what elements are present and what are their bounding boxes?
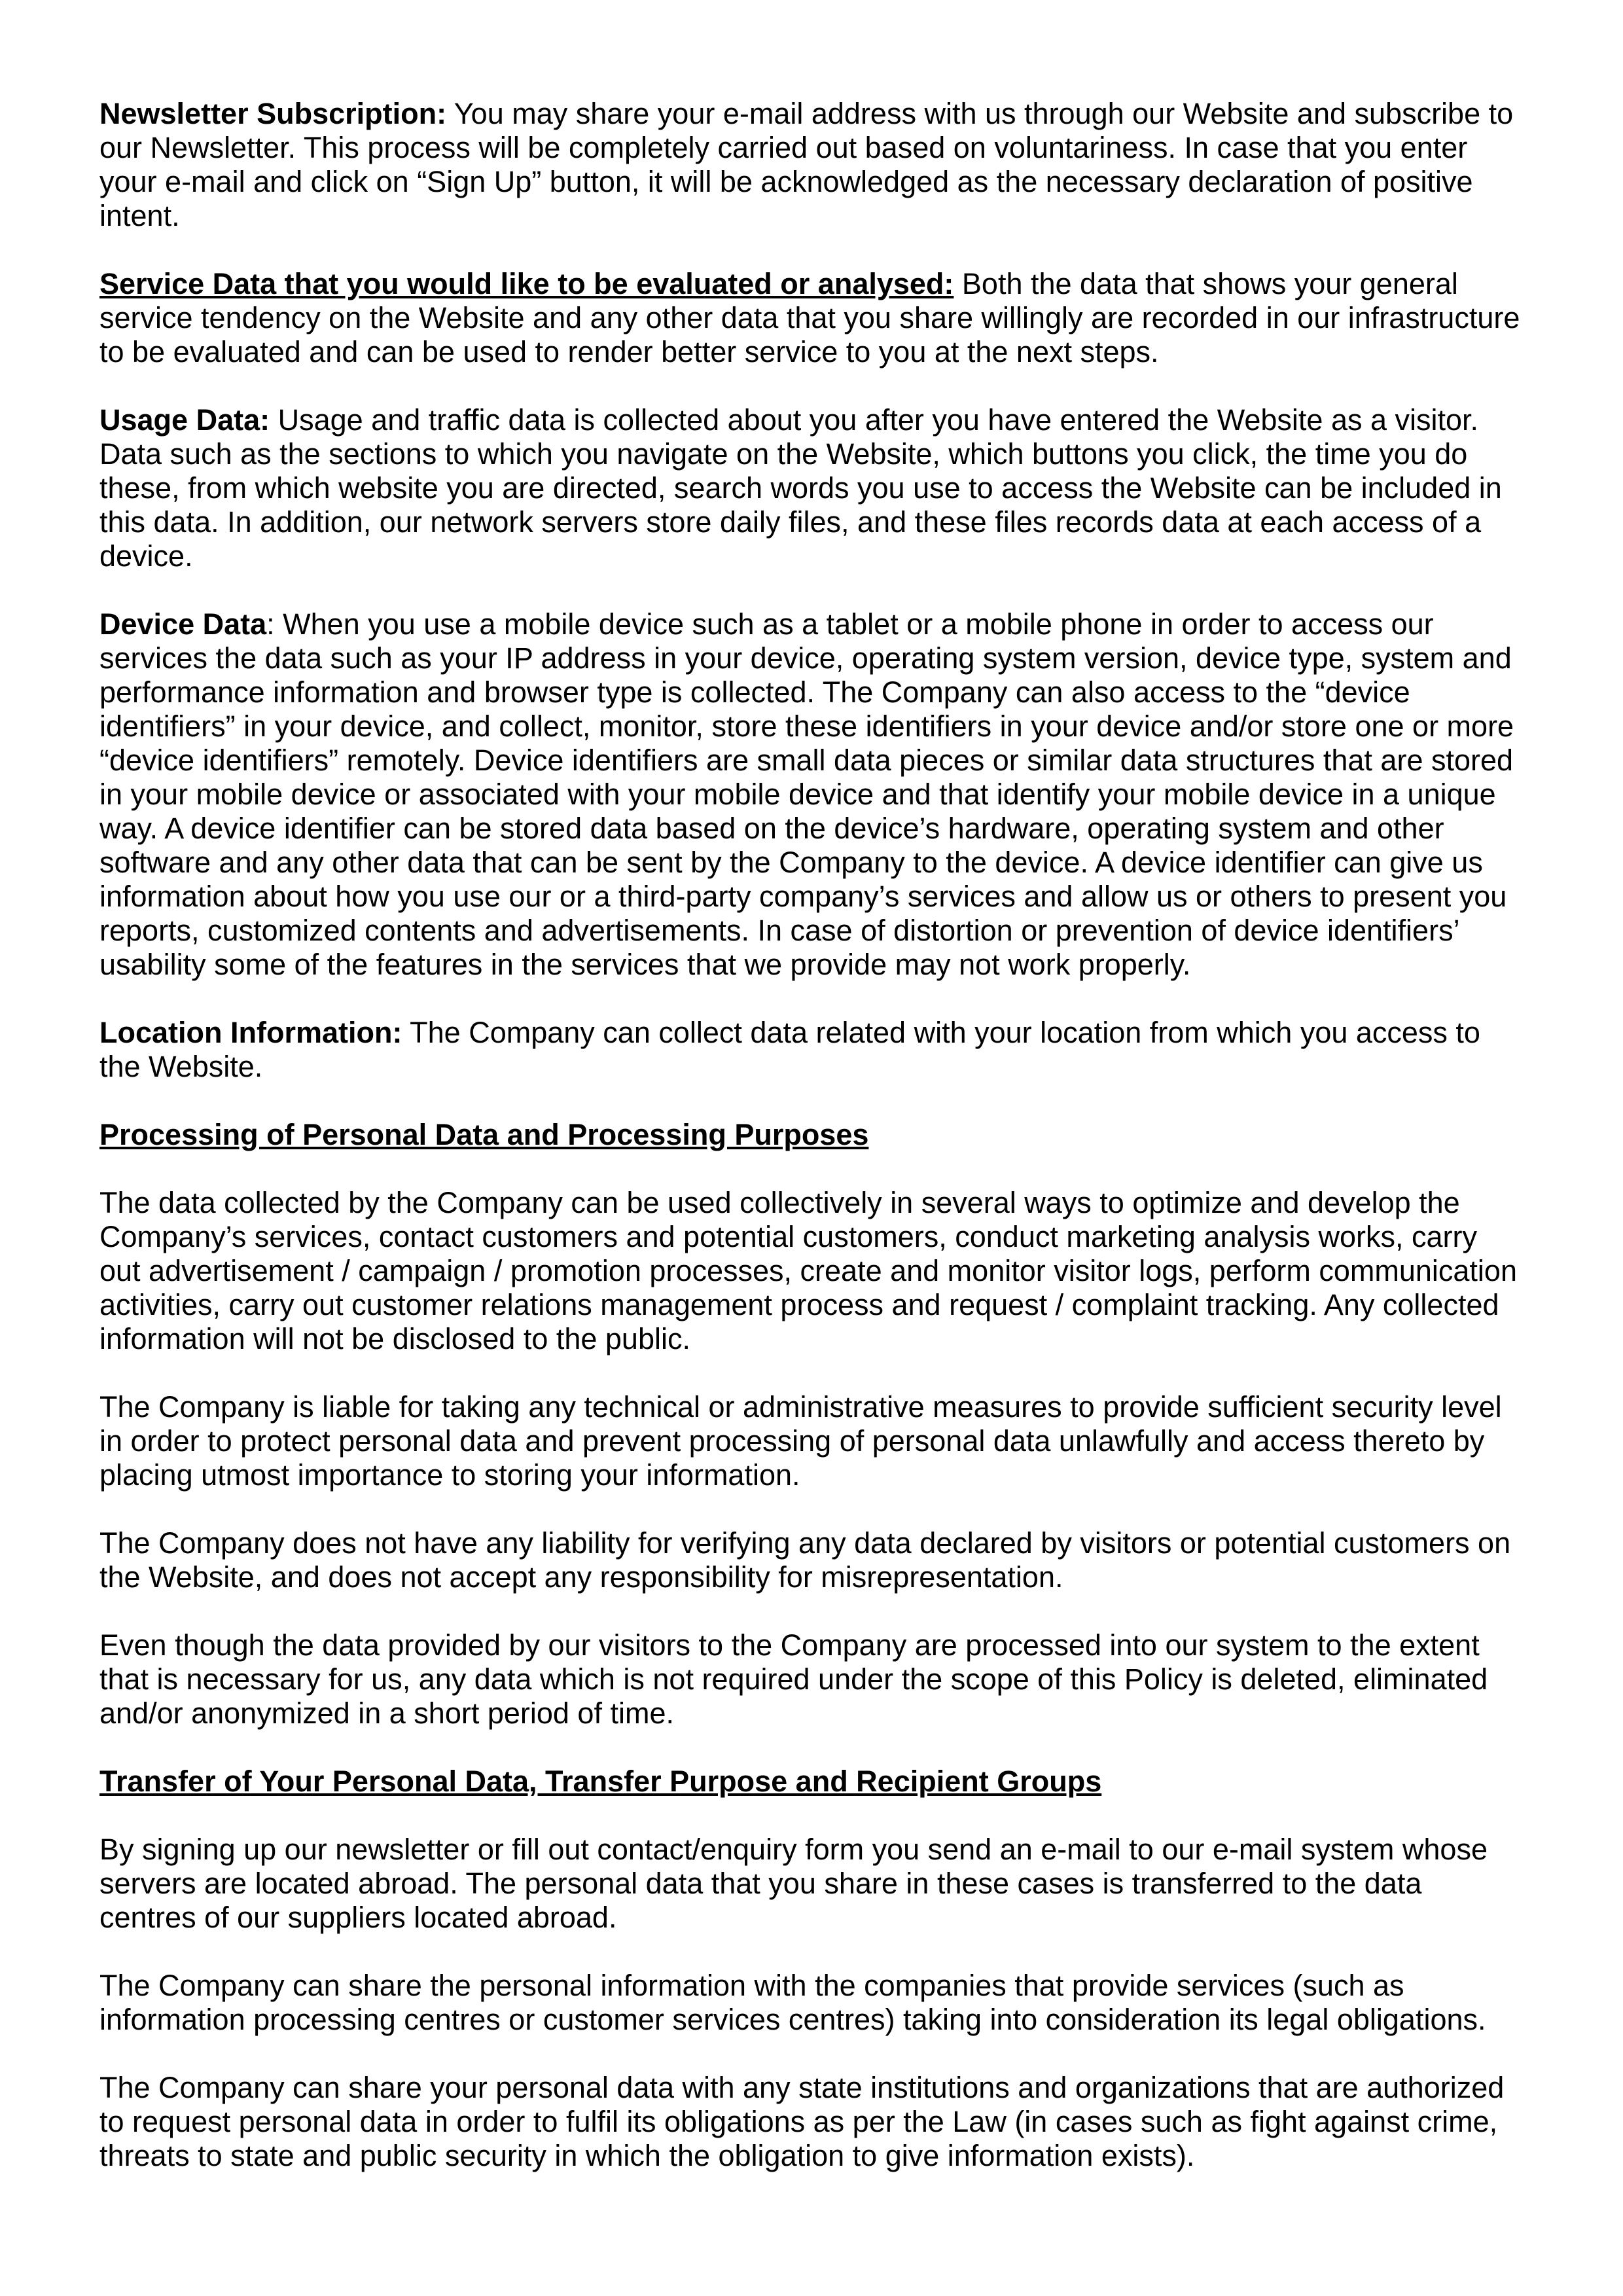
processing-paragraph: Even though the data provided by our visitors to the Company are processed into our system to the extent that is necessary for us, any data which is not required under the scope of this Policy is deleted, eliminated and/or anonymized in a short period of time. [99, 1628, 1488, 1730]
device-data-paragraph [99, 607, 1526, 982]
newsletter-text: You may share your e-mail address with us through our Website and subscribe to our Newsletter. This process will be completely carried out based on voluntariness. In case that you enter your e-mail and click on “Sign Up” button, it will be acknowledged as the necessary declaration of positive intent. [99, 97, 1514, 232]
processing-paragraph: The Company is liable for taking any technical or administrative measures to provide sufficient security level in order to protect personal data and prevent processing of personal data unlawfully and access thereto by placing utmost importance to storing your information. [99, 1390, 1502, 1492]
transfer-paragraph: By signing up our newsletter or fill out contact/enquiry form you send an e-mail to our e-mail system whose servers are located abroad. The personal data that you share in these cases is transferred to the data centres of our suppliers located abroad. [99, 1833, 1488, 1934]
service-data-paragraph [99, 267, 1526, 369]
device-data-label: Device Data [99, 607, 267, 641]
newsletter-paragraph [99, 97, 1526, 233]
location-label: Location Information: [99, 1016, 402, 1049]
document-page [99, 97, 1526, 2207]
device-data-text: : When you use a mobile device such as a tablet or a mobile phone in order to access our services the data such as your IP address in your device, operating system version, device type, system and performance information and browser type is collected. The Company can also access to the “device identifiers” in your device, and collect, monitor, store these identifiers in your device and/or store one or more “device identifiers” remotely. Device identifiers are small data pieces or similar data structures that are stored in your mobile device or associated with your mobile device and that identify your mobile device in a unique way. A device identifier can be stored data based on the device’s hardware, operating system and other software and any other data that can be sent by the Company to the device. A device identifier can give us information about how you use our or a third-party company’s services and allow us or others to present you reports, customized contents and advertisements. In case of distortion or prevention of device identifiers’ usability some of the features in the services that we provide may not work properly. [99, 607, 1514, 981]
newsletter-label: Newsletter Subscription: [99, 97, 447, 130]
usage-data-paragraph [99, 403, 1526, 573]
processing-heading: Processing of Personal Data and Processing Purposes [99, 1118, 869, 1151]
service-data-text: Both the data that shows your general service tendency on the Website and any other data that you share willingly are recorded in our infrastructure to be evaluated and can be used to render better service to you at the next steps. [99, 267, 1520, 368]
location-text: The Company can collect data related with your location from which you access to the Website. [99, 1016, 1480, 1083]
transfer-paragraph: The Company can share the personal information with the companies that provide services (such as information processing centres or customer services centres) taking into consideration its legal obligations. [99, 1969, 1486, 2036]
location-paragraph [99, 1016, 1526, 1084]
service-data-label: Service Data that you would like to be evaluated or analysed: [99, 267, 954, 300]
transfer-heading: Transfer of Your Personal Data, Transfer Purpose and Recipient Groups [99, 1765, 1102, 1798]
transfer-paragraph: The Company can share your personal data with any state institutions and organizations that are authorized to request personal data in order to fulfil its obligations as per the Law (in cases such as fight against crime, threats to state and public security in which the obligation to give information exists). [99, 2071, 1505, 2172]
usage-data-label: Usage Data: [99, 403, 270, 437]
processing-paragraph: The Company does not have any liability for verifying any data declared by visitors or potential customers on the Website, and does not accept any responsibility for misrepresentation. [99, 1526, 1511, 1594]
processing-paragraph: The data collected by the Company can be used collectively in several ways to optimize and develop the Company’s services, contact customers and potential customers, conduct marketing analysis works, carry out advertisement / campaign / promotion processes, create and monitor visitor logs, perform communication activities, carry out customer relations management process and request / complaint tracking. Any collected information will not be disclosed to the public. [99, 1186, 1517, 1355]
usage-data-text: Usage and traffic data is collected about you after you have entered the Website as a visitor. Data such as the sections to which you navigate on the Website, which buttons you click, the time you do these, from which website you are directed, search words you use to access the Website can be included in this data. In addition, our network servers store daily files, and these files records data at each access of a device. [99, 403, 1502, 573]
